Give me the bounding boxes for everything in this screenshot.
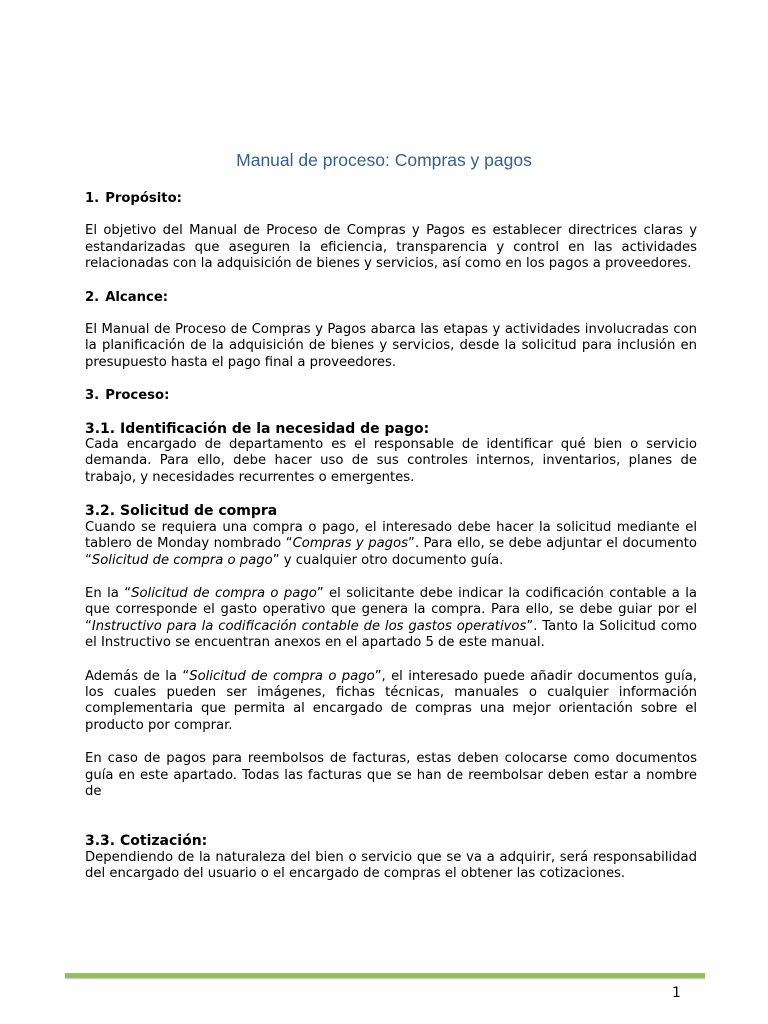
section-2-heading <box>85 290 697 306</box>
footer-divider <box>65 973 705 978</box>
section-3-2-paragraph-1: Cuando se requiera una compra o pago, el interesado debe hacer la solicitud mediante el tablero de Monday nombrado “Compras y pagos”. Para ello, se debe adjuntar el documento “Solicitud de compra o pago” y cualquier otro documento guía. <box>85 519 697 568</box>
page-number: 1 <box>672 985 681 1001</box>
section-3-3-heading: 3.3. Cotización: <box>85 833 208 850</box>
section-3-1-heading: 3.1. Identificación de la necesidad de pago: <box>85 420 430 437</box>
section-1-heading <box>85 191 697 207</box>
section-2-number: 2. <box>85 289 100 305</box>
section-3-number: 3. <box>85 388 100 404</box>
section-1-number: 1. <box>85 191 100 206</box>
section-3-2-paragraph-3: Además de la “Solicitud de compra o pago”, el interesado puede añadir documentos guía, los cuales pueden ser imágenes, fichas técnicas, manuales o cualquier información complementaria que permita al encargado de compras una mejor orientación sobre el producto por comprar. <box>85 668 697 733</box>
section-3-1-body: Cada encargado de departamento es el responsable de identificar qué bien o servicio demanda. Para ello, debe hacer uso de sus controles internos, inventarios, planes de trabajo, y necesidades recurrentes o emergentes. <box>85 437 697 485</box>
section-3-3-body: Dependiendo de la naturaleza del bien o servicio que se va a adquirir, será responsabilidad del encargado del usuario o el encargado de compras el obtener las cotizaciones. <box>85 849 697 882</box>
section-1-body: El objetivo del Manual de Proceso de Compras y Pagos es establecer directrices claras y estandarizadas que aseguren la eficiencia, transparencia y control en las actividades relacionadas con la adquisición de bienes y servicios, así como en los pagos a proveedores. <box>85 223 697 272</box>
document-title: Manual de proceso: Compras y pagos <box>236 150 532 170</box>
document-body <box>85 191 697 883</box>
section-2-title: Alcance: <box>105 289 169 305</box>
section-3-2-paragraph-4: En caso de pagos para reembolsos de facturas, estas deben colocarse como documentos guía en este apartado. Todas las facturas que se han de reembolsar deben estar a nombre de <box>85 751 697 799</box>
section-3-2-paragraph-2: En la “Solicitud de compra o pago” el solicitante debe indicar la codificación contable a la que corresponde el gasto operativo que genera la compra. Para ello, se debe guiar por el “Instructivo para la codificación contable de los gastos operativos”. Tanto la Solicitud como el Instructivo se encuentran anexos en el apartado 5 de este manual. <box>85 585 697 651</box>
section-1-title: Propósito: <box>105 191 182 206</box>
section-2-body: El Manual de Proceso de Compras y Pagos abarca las etapas y actividades involucradas con la planificación de la adquisición de bienes y servicios, desde la solicitud para inclusión en presupuesto hasta el pago final a proveedores. <box>85 322 697 370</box>
section-3-2-heading: 3.2. Solicitud de compra <box>85 503 278 520</box>
section-3-title: Proceso: <box>105 388 170 404</box>
section-3-heading <box>85 388 697 404</box>
